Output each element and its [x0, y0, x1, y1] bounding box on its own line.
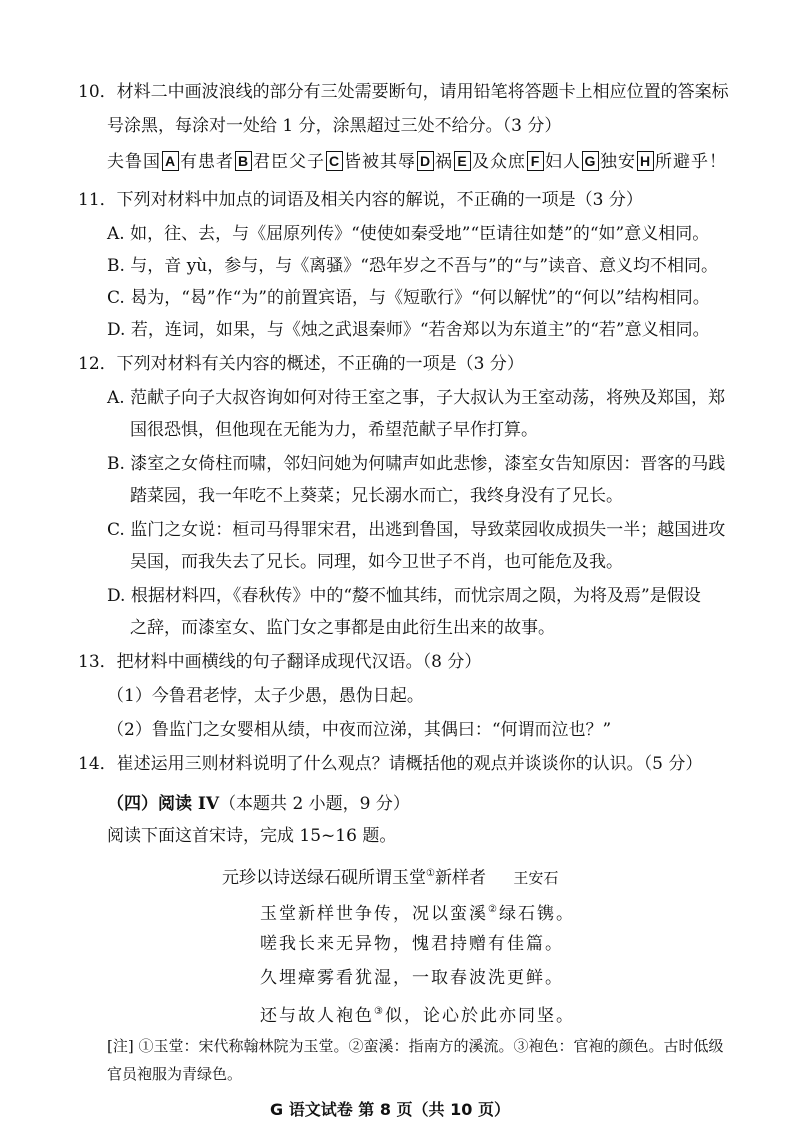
sentence-seg: 君臣父子: [253, 152, 325, 172]
poem-text: 玉堂新样世争传，况以蛮溪: [260, 904, 488, 924]
q13-sentence-1: （1）今鲁君老悖，太子少愚，愚伪日起。: [107, 686, 424, 706]
break-box-B: B: [235, 151, 252, 171]
q12-option-a-line1: A. 范献子向子大叔咨询如何对待王室之事，子大叔认为王室动荡，将殃及郑国，郑: [107, 388, 726, 408]
sentence-seg: 及众庶: [472, 152, 526, 172]
q13-sentence-2: （2）鲁监门之女婴相从绩，中夜而泣涕，其偶曰：“何谓而泣也？”: [107, 720, 612, 740]
poem-text: 似，论心於此亦同坚。: [384, 1006, 575, 1026]
poem-line-4: [260, 1000, 575, 1028]
footnote-marker: ①: [426, 868, 435, 879]
poem-line-1: [260, 898, 575, 926]
break-box-H: H: [637, 151, 654, 171]
q11-option-c: C. 曷为，“曷”作“为”的前置宾语，与《短歌行》“何以解忧”的“何以”结构相同。: [107, 288, 710, 308]
break-box-C: C: [326, 151, 343, 171]
poem-notes-line2: 官员袍服为青绿色。: [107, 1065, 243, 1083]
sentence-seg: 祸: [435, 152, 453, 172]
q11-option-d: D. 若，连词，如果，与《烛之武退秦师》“若舍郑以为东道主”的“若”意义相同。: [107, 320, 710, 340]
q12-stem: 12．下列对材料有关内容的概述，不正确的一项是（3 分）: [78, 354, 524, 374]
q11-stem: 11．下列对材料中加点的词语及相关内容的解说，不正确的一项是（3 分）: [78, 190, 643, 210]
q14-stem: 14．崔述运用三则材料说明了什么观点？请概括他的观点并谈谈你的认识。（5 分）: [78, 754, 703, 774]
sentence-seg: 夫鲁国: [107, 152, 161, 172]
break-box-A: A: [162, 151, 179, 171]
break-box-E: E: [454, 151, 471, 171]
poem-title-text: 新样者: [434, 868, 486, 888]
sentence-seg: 妇人: [545, 152, 581, 172]
q10-stem-line1: 10．材料二中画波浪线的部分有三处需要断句，请用铅笔将答题卡上相应位置的答案标: [78, 82, 729, 102]
poem-author: 王安石: [513, 869, 559, 887]
break-box-F: F: [527, 151, 544, 171]
q12-option-c-line2: 吴国，而我失去了兄长。同理，如今卫世子不肖，也可能危及我。: [130, 552, 623, 572]
q13-stem: 13．把材料中画横线的句子翻译成现代汉语。（8 分）: [78, 652, 482, 672]
q12-option-d-line1: D. 根据材料四，《春秋传》中的“嫠不恤其纬，而忧宗周之陨，为将及焉”是假设: [107, 586, 701, 606]
q10-stem-line2: 号涂黑，每涂对一处给 1 分，涂黑超过三处不给分。（3 分）: [107, 116, 562, 136]
poem-text: 绿石镌。: [498, 904, 575, 924]
break-box-G: G: [582, 151, 599, 171]
footnote-marker: ②: [488, 904, 499, 915]
section-heading-detail: （本题共 2 小题，9 分）: [219, 794, 410, 814]
poem-text: 还与故人袍色: [260, 1006, 374, 1026]
q12-option-a-line2: 国很恐惧，但他现在无能为力，希望范献子早作打算。: [130, 420, 538, 440]
poem-title: [222, 862, 558, 890]
q10-sentence: [107, 150, 727, 174]
footnote-marker: ③: [374, 1006, 385, 1017]
sentence-seg: 皆被其辱: [344, 152, 416, 172]
sentence-seg: 独安: [600, 152, 636, 172]
poem-line-3: 久埋瘴雾看犹湿，一取春波洗更鲜。: [260, 968, 564, 988]
q12-option-b-line1: B. 漆室之女倚柱而啸，邻妇问她为何啸声如此悲惨，漆室女告知原因：晋客的马践: [107, 454, 726, 474]
poem-title-text: 元珍以诗送绿石砚所谓玉堂: [222, 868, 426, 888]
page-footer: G 语文试卷 第 8 页（共 10 页）: [270, 1100, 510, 1119]
break-box-D: D: [417, 151, 434, 171]
poem-line-2: 嗟我长来无异物，愧君持赠有佳篇。: [260, 934, 564, 954]
section-instruction: 阅读下面这首宋诗，完成 15~16 题。: [107, 826, 397, 846]
q11-option-a: A. 如，往、去，与《屈原列传》“使使如秦受地”“臣请往如楚”的“如”意义相同。: [107, 224, 710, 244]
section-heading-title: （四）阅读 IV: [107, 794, 220, 814]
poem-notes-line1: [注] ①玉堂：宋代称翰林院为玉堂。②蛮溪：指南方的溪流。③袍色：官袍的颜色。古时低级: [107, 1037, 724, 1055]
sentence-seg: 所避乎！: [655, 152, 727, 172]
q12-option-b-line2: 踏菜园，我一年吃不上葵菜；兄长溺水而亡，我终身没有了兄长。: [130, 486, 623, 506]
q12-option-d-line2: 之辞，而漆室女、监门女之事都是由此衍生出来的故事。: [130, 618, 555, 638]
section-heading: [107, 792, 410, 816]
q11-option-b: B. 与，音 yù，参与，与《离骚》“恐年岁之不吾与”的“与”读音、意义均不相同。: [107, 256, 719, 276]
sentence-seg: 有患者: [180, 152, 234, 172]
q12-option-c-line1: C. 监门之女说：桓司马得罪宋君，出逃到鲁国，导致菜园收成损失一半；越国进攻: [107, 520, 726, 540]
